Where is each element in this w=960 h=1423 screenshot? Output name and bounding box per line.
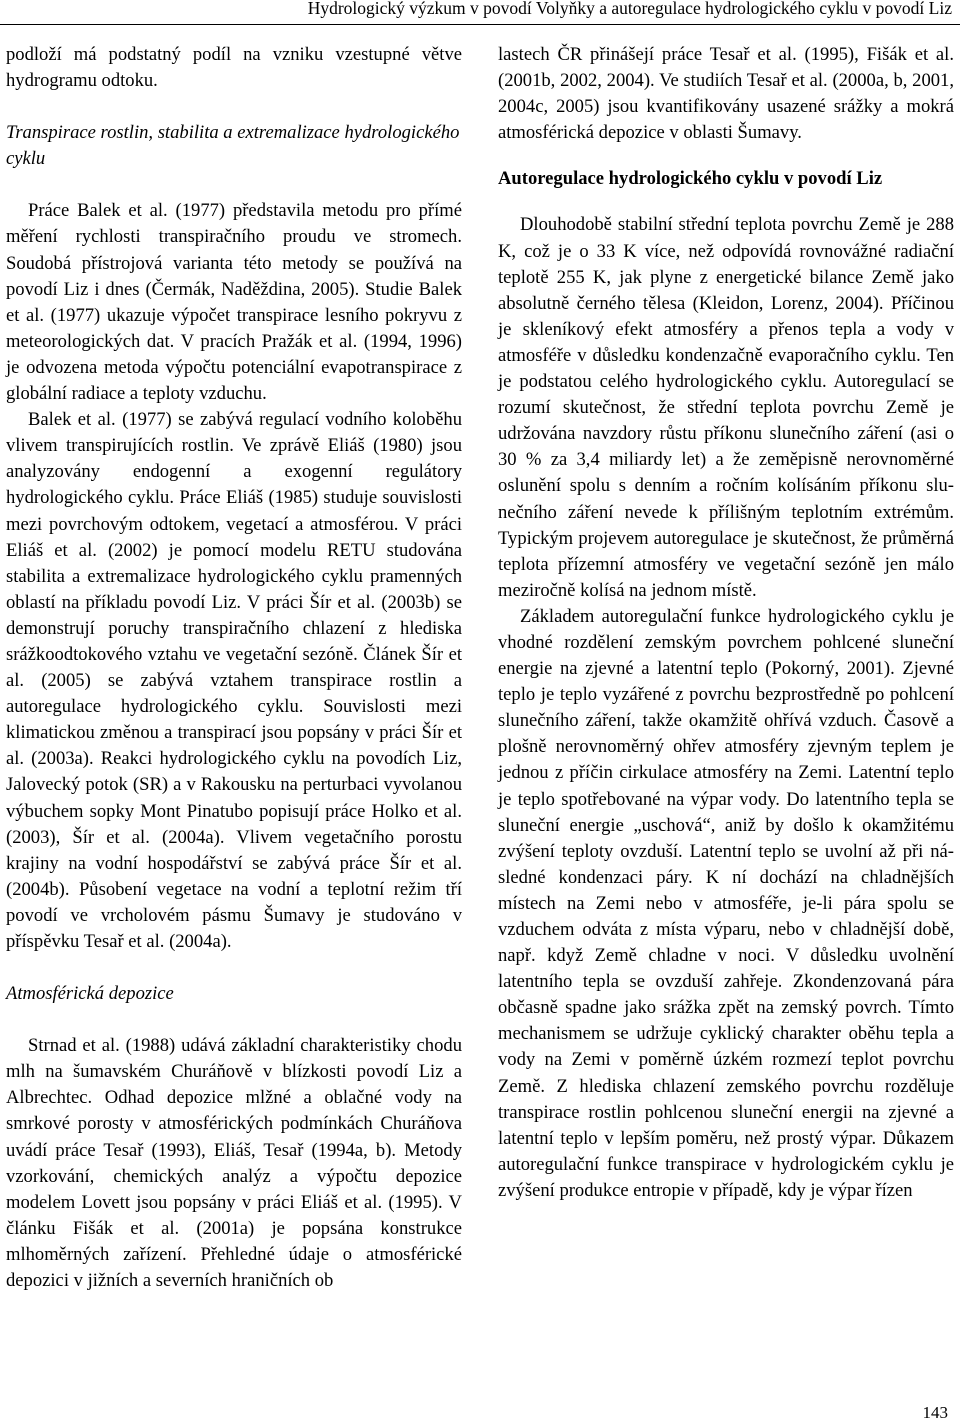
page-number: 143 [922, 1403, 948, 1422]
subheading-transpirace: Transpirace rostlin, stabilita a extremalizace hydrologického cyklu [6, 122, 460, 170]
right-paragraph-1: Dlouhodobě stabilní střední teplota povrchu Země je 288 K, což je o 33 K více, než odpovídá rovnovážné radiační teplotě 255 K, jak plyne z energetické bilance Země jako absolutně černého tělesa (Kleidon, Lorenz, 2004). Příčinou je skleníkový efekt atmosféry a přenos tepla a vody v atmosféře v důsledku kondenzačně evaporačního cyklu. Ten je podstatou celého hydrologického cyklu. Autoregulací se rozumí skutečnost, že střední teplota povrchu Země je udržována navzdory růstu příkonu slunečního záření (asi o 30 % za 3,4 miliardy let) a že zeměpisně nerovnoměrné oslunění spolu s denním a ročním kolísáním příkonu slunečního záření nevede k přílišným teplotním extrémům. Typickým projevem autoregulace je skutečnost, že průměrná teplota přízemní atmosféry ve vegetační sezóně jen málo meziročně kolísá na jednom místě. [498, 214, 954, 601]
left-paragraph-3: Strnad et al. (1988) udává základní charakteristiky chodu mlh na šumavském Churáňově v blízkosti povodí Liz a Albrechtec. Odhad depozice mlžné a oblačné vody na smrkové porosty v atmosférických podmínkách Churáňova uvádí práce Tesař (1993), Eliáš, Tesař (1994a, b). Metody vzorkování, chemických analýz a výpočtu depozice modelem Lovett jsou popsány v práci Eliáš et al. (1995). V článku Fišák et al. (2001a) je popsána konstrukce mlhoměrných zařízení. Přehledné údaje o atmosférické depozici v jižních a severních hraničních ob [6, 1035, 462, 1292]
right-paragraph-0: lastech ČR přinášejí práce Tesař et al. (1995), Fišák et al. (2001b, 2002, 2004). Ve studiích Tesař et al. (2000a, b, 2001, 2004c, 2005) jsou kvantifikovány usazené srážky a mokrá atmosférická depozice v oblasti Šumavy. [498, 44, 954, 144]
subheading-atmosfericka-depozice: Atmosférická depozice [6, 983, 174, 1005]
left-paragraph-0: podloží má podstatný podíl na vzniku vzestupné větve hydrogramu odtoku. [6, 44, 462, 92]
left-column [6, 42, 462, 1294]
section-heading-autoregulace: Autoregulace hydrologického cyklu v povodí Liz [498, 168, 883, 190]
left-paragraph-2: Balek et al. (1977) se zabývá regulací vodního koloběhu vlivem transpirujících rostlin. Ve zprávě Eliáš (1980) jsou analyzovány endogenní a exogenní regulátory hydrologického cyklu. Práce Eliáš (1985) studuje souvislosti mezi povrchovým odtokem, vegetací a atmosférou. V práci Eliáš et al. (2002) je pomocí modelu RETU studována stabilita a extremalizace hydrologického cyklu pramenných oblastí na příkladu povodí Liz. V práci Šír et al. (2003b) se demonstrují poruchy transpiračního chlazení z hlediska srážkoodtokového vztahu ve vegetační sezóně. Článek Šír et al. (2005) se zabývá vztahem transpirace rostlin a autoregulace hydrologického cyklu. Souvislosti mezi klimatickou změnou a transpirací jsou popsány v práci Šír et al. (2003a). Reakci hydrologického cyklu na povodích Liz, Jalovecký potok (SR) a v Rakousku na perturbaci vyvolanou výbuchem sopky Mont Pinatubo popisují práce Holko et al. (2003), Šír et al. (2004a). Vlivem vegetačního porostu krajiny na vodní hospodářství se zabývá práce Šír et al. (2004b). Působení vegetace na vodní a teplotní režim tří povodí ve vrcholovém pásmu Šumavy je studováno v příspěvku Tesař et al. (2004a). [6, 409, 462, 952]
left-paragraph-1: Práce Balek et al. (1977) představila metodu pro přímé měření rychlosti transpiračního proudu ve stromech. Soudobá přístrojová varianta této metody se používá na povodí Liz i dnes (Čermák, Naděždina, 2005). Studie Balek et al. (1977) ukazuje výpočet transpirace lesního pokryvu z meteorologických dat. V pracích Pražák et al. (1994, 1996) je odvozena metoda výpočtu potenciální evapotranspirace z globální radiace a teploty vzduchu. [6, 200, 462, 405]
running-header: Hydrologický výzkum v povodí Volyňky a autoregulace hydrologického cyklu v povodí Liz [307, 0, 952, 18]
right-paragraph-2: Základem autoregulační funkce hydrologického cyklu je vhodné rozdělení zemským povrchem pohlcené sluneční energie na zjevné a latentní teplo (Pokorný, 2001). Zjevné teplo je teplo vyzářené z povrchu bezprostředně po pohlcení slunečního záření, takže okamžitě ohřívá vzduch. Časově a plošně nerovnoměrný ohřev atmosféry zjevným teplem je jednou z příčin cirkulace atmosféry na Zemi. Latentní teplo je teplo spotřebované na výpar vody. Do latentního tepla se sluneční energie „uschová“, aniž by došlo k okamžitému zvýšení teploty ovzduší. Latentní teplo se uvolní až při následné kondenzaci páry. K ní dochází na chladnějších místech na Zemi nebo v atmosféře, je-li pára spolu se vzduchem odváta z místa výparu, nebo v chladnější době, např. když Země chladne v noci. V důsledku uvolnění latentního tepla se ovzduší zahřeje. Zkondenzovaná pára občasně spadne jako srážka zpět na zemský povrch. Tímto mechanismem se udržuje cyklický charakter oběhu tepla a vody na Zemi v poměrně úzkém rozmezí teplot povrchu Země. Z hlediska chlazení zemského povrchu rozděluje transpirace rostlin pohlcenou sluneční energii na zjevné a latentní teplo v lepším poměru, než prostý výpar. Důkazem autoregulační funkce transpirace v hydrologickém cyklu je zvýšení produkce entropie v případě, kdy je výpar řízen [498, 605, 954, 1201]
right-column [498, 42, 954, 1204]
header-rule [0, 24, 960, 25]
